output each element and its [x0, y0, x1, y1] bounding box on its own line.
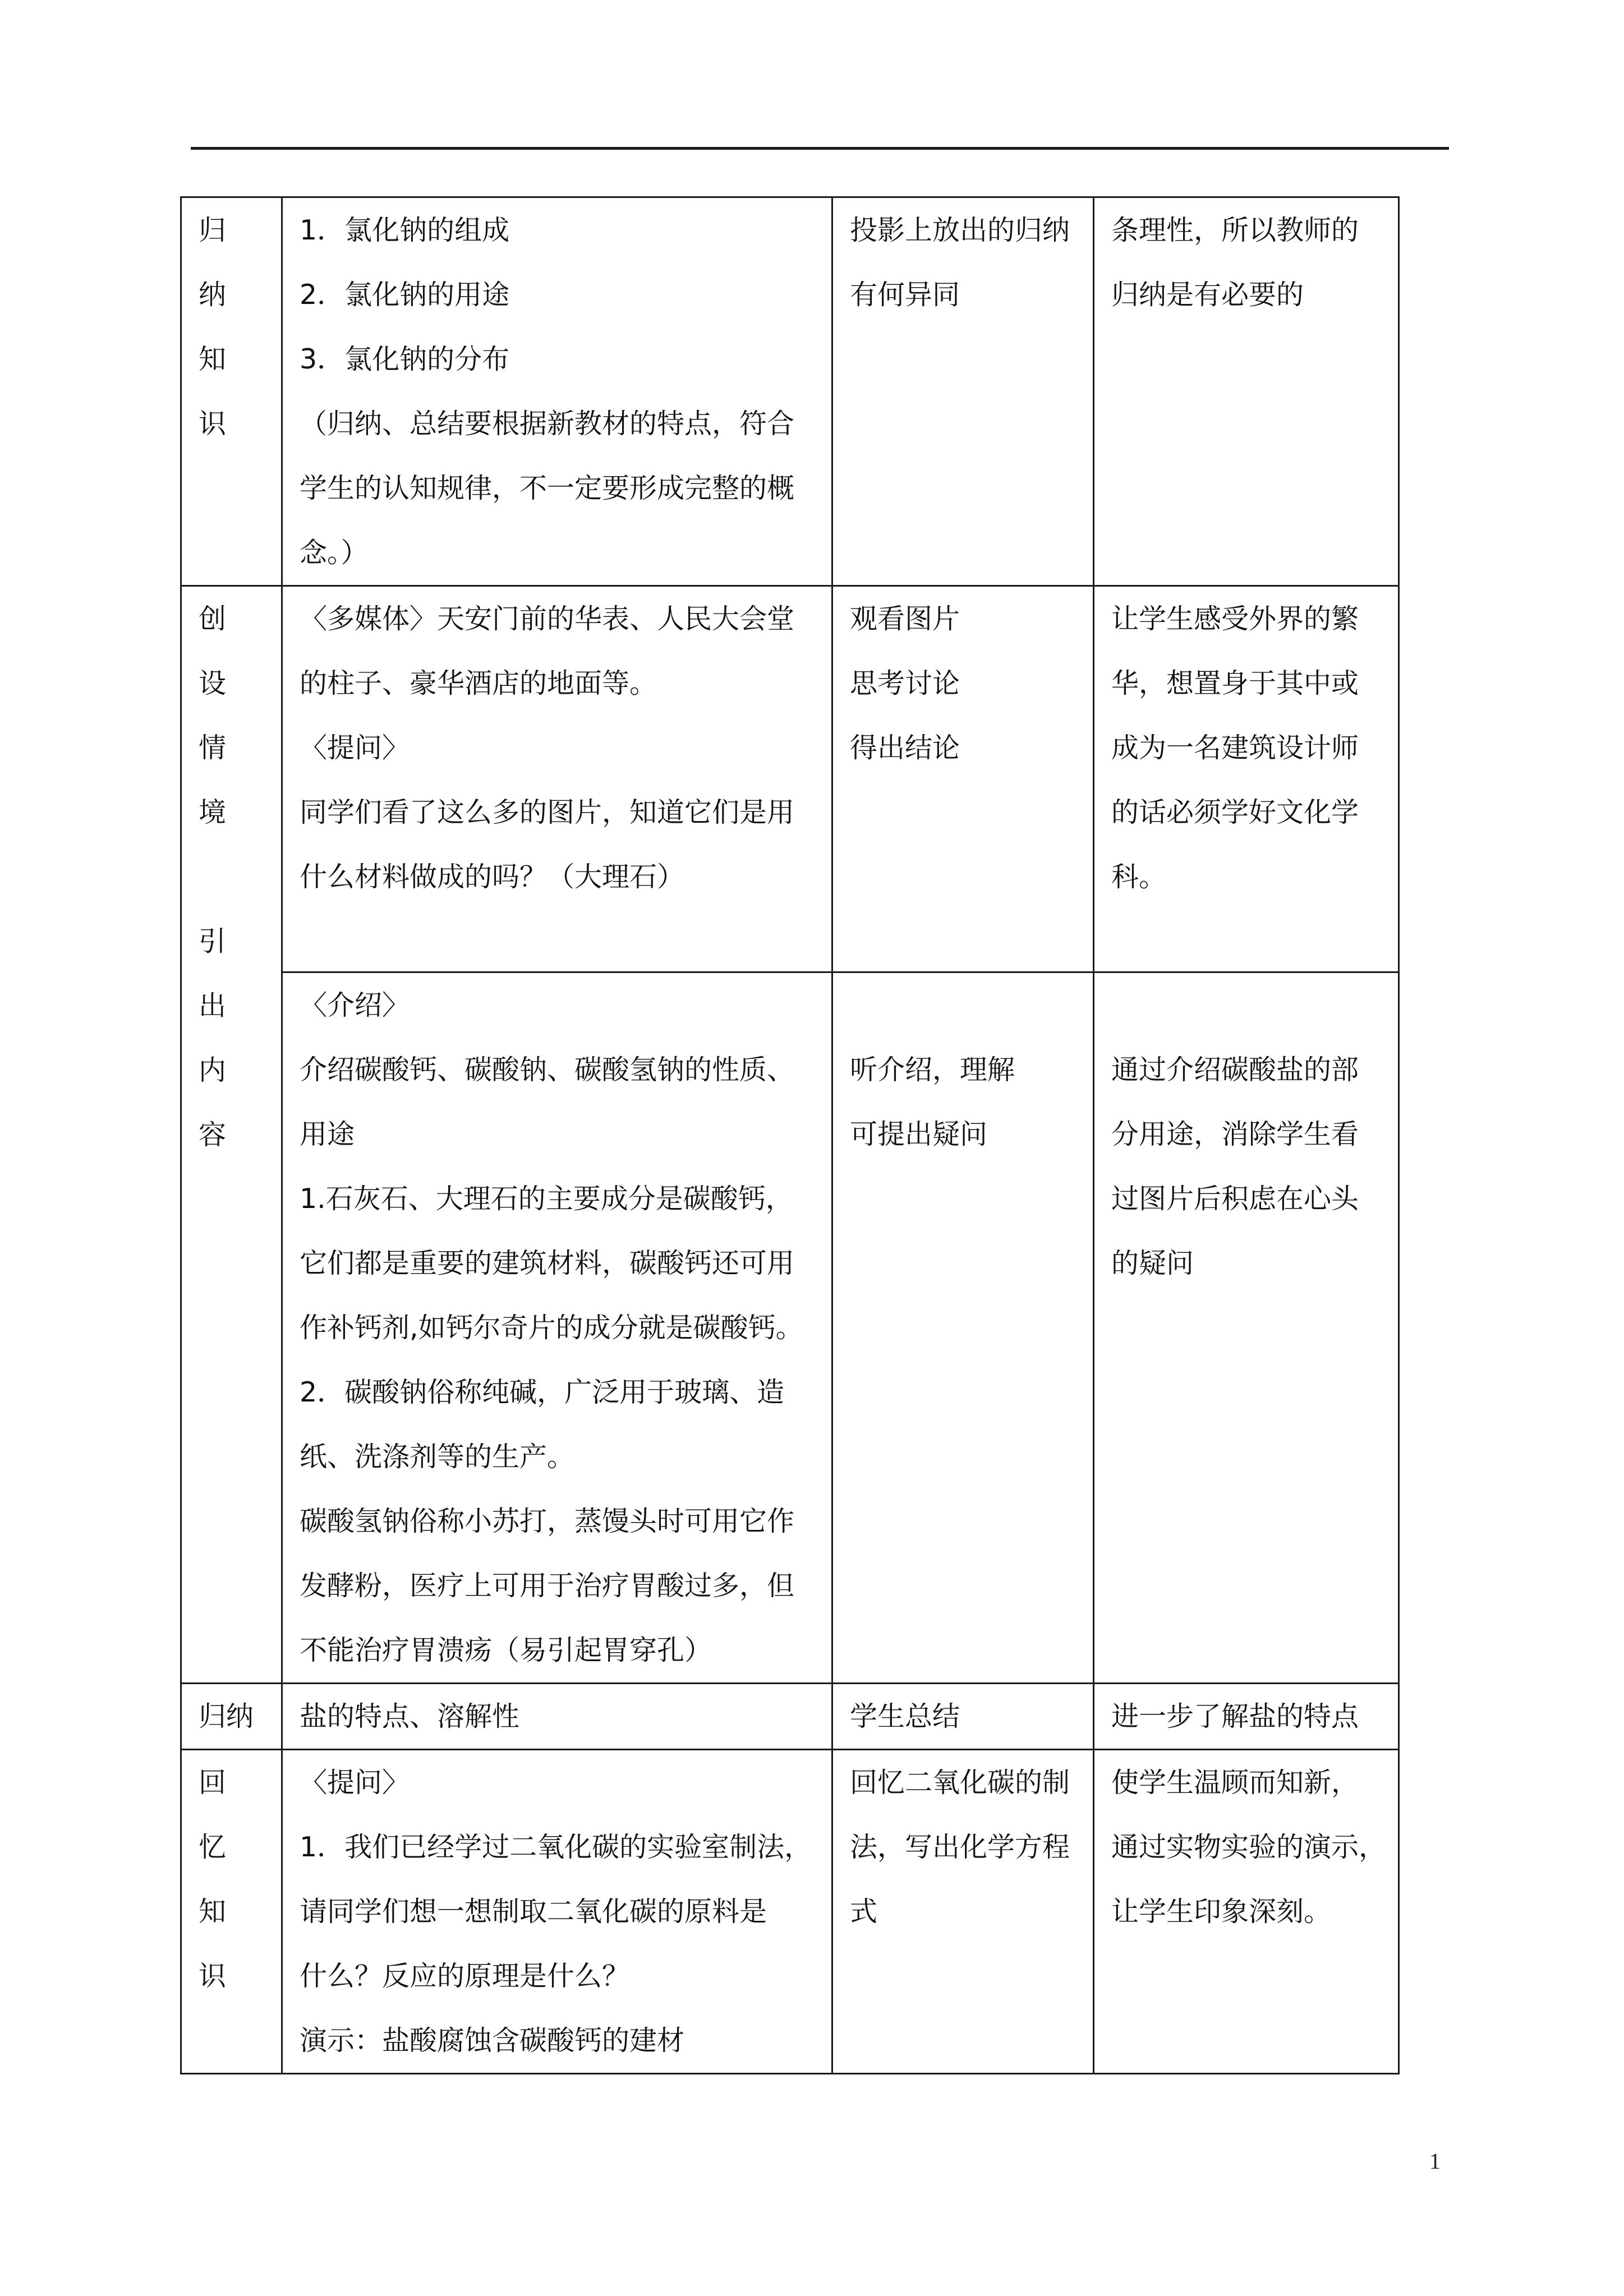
student-line: 听介绍，理解 [850, 1054, 1015, 1086]
student-activity-cell: 学生总结 [832, 1684, 1094, 1750]
stage-gap [199, 845, 281, 909]
content-line: 念。） [300, 537, 369, 569]
intent-line: 条理性，所以教师的 [1111, 214, 1359, 246]
content-line: 作补钙剂,如钙尔奇片的成分就是碳酸钙。 [300, 1312, 803, 1344]
stage-char: 出 [199, 990, 227, 1022]
stage-char: 情 [199, 732, 227, 764]
stage-char: 引 [199, 925, 227, 957]
table-row [181, 1750, 1399, 2074]
student-activity-cell [832, 586, 1094, 972]
stage-cell: 归纳 [181, 1684, 282, 1750]
student-line: 投影上放出的归纳 [850, 214, 1070, 246]
intent-line: 科。 [1111, 861, 1167, 893]
stage-char: 回 [199, 1767, 227, 1799]
content-line: 什么材料做成的吗？（大理石） [300, 861, 685, 893]
intent-cell [1094, 972, 1399, 1684]
content-line: 2．氯化钠的用途 [300, 279, 510, 311]
stage-char: 容 [199, 1119, 227, 1151]
content-line: 1．我们已经学过二氧化碳的实验室制法， [300, 1831, 812, 1863]
student-activity-cell [832, 1750, 1094, 2074]
stage-char: 内 [199, 1054, 227, 1086]
content-line: 〈提问〉 [300, 732, 410, 764]
content-line: （归纳、总结要根据新教材的特点，符合 [300, 408, 795, 440]
content-line: 1．氯化钠的组成 [300, 214, 510, 246]
intent-cell [1094, 197, 1399, 586]
stage-char: 知 [199, 343, 227, 375]
intent-line [1111, 973, 1398, 1038]
student-activity-cell [832, 197, 1094, 586]
intent-line: 让学生印象深刻。 [1111, 1896, 1332, 1928]
lesson-plan-table [180, 196, 1400, 2074]
content-line: 它们都是重要的建筑材料，碳酸钙还可用 [300, 1247, 795, 1279]
stage-char: 纳 [199, 279, 227, 311]
intent-cell [1094, 586, 1399, 972]
intent-line: 通过介绍碳酸盐的部 [1111, 1054, 1359, 1086]
content-line: 用途 [300, 1118, 355, 1150]
table-row [181, 972, 1399, 1684]
content-line: 〈介绍〉 [300, 989, 410, 1021]
stage-cell [181, 586, 282, 1684]
content-line: 纸、洗涤剂等的生产。 [300, 1441, 575, 1473]
student-line: 有何异同 [850, 279, 960, 311]
content-line: 什么？反应的原理是什么？ [300, 1960, 630, 1992]
student-line: 思考讨论 [850, 667, 960, 699]
stage-char: 创 [199, 603, 227, 635]
stage-char: 归 [199, 214, 227, 246]
content-cell: 盐的特点、溶解性 [282, 1684, 832, 1750]
intent-line: 过图片后积虑在心头 [1111, 1183, 1359, 1215]
content-line: 2．碳酸钠俗称纯碱，广泛用于玻璃、造 [300, 1376, 785, 1408]
content-line: 3．氯化钠的分布 [300, 343, 510, 375]
intent-line: 使学生温顾而知新， [1111, 1767, 1359, 1799]
table-row [181, 197, 1399, 586]
table-row [181, 1684, 1399, 1750]
stage-cell [181, 1750, 282, 2074]
content-line: 发酵粉，医疗上可用于治疗胃酸过多，但 [300, 1570, 795, 1602]
intent-line: 归纳是有必要的 [1111, 279, 1304, 311]
intent-line: 通过实物实验的演示， [1111, 1831, 1387, 1863]
student-line [850, 973, 1093, 1038]
content-line: 学生的认知规律，不一定要形成完整的概 [300, 472, 795, 504]
stage-cell [181, 197, 282, 586]
student-line: 式 [850, 1896, 878, 1928]
student-activity-cell [832, 972, 1094, 1684]
student-line: 回忆二氧化碳的制 [850, 1767, 1070, 1799]
content-cell [282, 1750, 832, 2074]
intent-line: 让学生感受外界的繁 [1111, 603, 1359, 635]
stage-char: 忆 [199, 1831, 227, 1863]
content-line: 的柱子、豪华酒店的地面等。 [300, 667, 657, 699]
content-cell [282, 586, 832, 972]
stage-char: 境 [199, 796, 227, 828]
content-line: 演示：盐酸腐蚀含碳酸钙的建材 [300, 2025, 685, 2057]
content-cell [282, 972, 832, 1684]
content-line: 〈多媒体〉天安门前的华表、人民大会堂 [300, 603, 795, 635]
table-row [181, 586, 1399, 972]
intent-line: 的话必须学好文化学 [1111, 796, 1359, 828]
intent-line: 成为一名建筑设计师 [1111, 732, 1359, 764]
intent-line: 分用途，消除学生看 [1111, 1118, 1359, 1150]
content-line: 介绍碳酸钙、碳酸钠、碳酸氢钠的性质、 [300, 1054, 795, 1086]
intent-cell [1094, 1750, 1399, 2074]
content-line: 请同学们想一想制取二氧化碳的原料是 [300, 1896, 767, 1928]
content-line: 不能治疗胃溃疡（易引起胃穿孔） [300, 1634, 712, 1666]
stage-char: 识 [199, 1960, 227, 1992]
student-line: 观看图片 [850, 603, 960, 635]
intent-line: 华，想置身于其中或 [1111, 667, 1359, 699]
intent-line: 的疑问 [1111, 1247, 1194, 1279]
content-line: 1.石灰石、大理石的主要成分是碳酸钙， [300, 1183, 793, 1215]
content-line: 同学们看了这么多的图片，知道它们是用 [300, 796, 795, 828]
content-line: 〈提问〉 [300, 1767, 410, 1799]
stage-char: 识 [199, 408, 227, 440]
student-line: 得出结论 [850, 732, 960, 764]
page-number: 1 [1429, 2149, 1441, 2174]
stage-char: 设 [199, 667, 227, 699]
student-line: 法，写出化学方程 [850, 1831, 1070, 1863]
header-rule [191, 147, 1449, 150]
stage-char: 知 [199, 1896, 227, 1928]
content-line: 碳酸氢钠俗称小苏打，蒸馒头时可用它作 [300, 1505, 795, 1537]
content-cell [282, 197, 832, 586]
intent-cell: 进一步了解盐的特点 [1094, 1684, 1399, 1750]
student-line: 可提出疑问 [850, 1118, 988, 1150]
